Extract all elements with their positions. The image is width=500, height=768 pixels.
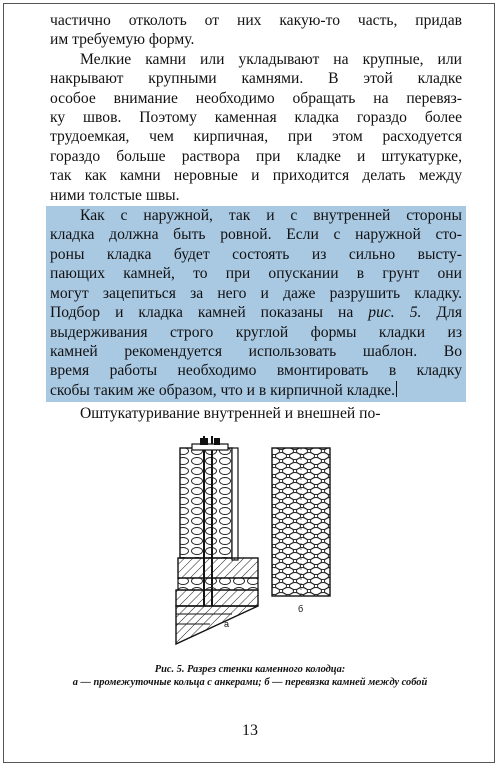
text-line: накрывают крупными камнями. В этой кладке [50,70,462,88]
figure-well-wall-section [162,436,342,656]
figure-b-label: б [298,604,304,614]
figure-caption [14,663,486,689]
text-line: им требуемую форму. [50,31,195,49]
text-line: гораздо больше раствора при кладке и штукатурке, [50,147,462,165]
text-line: частично отколоть от них какую-то часть, придав [50,12,462,29]
text-line: ними толстые швы. [50,186,180,204]
selected-paragraph[interactable] [50,206,462,400]
section-a-drawing [176,436,258,644]
text-segment: скобы таким же образом, что и в кирпичной кладке. [50,381,396,399]
text-line: Оштукатуривание внутренней и внешней по- [80,405,381,423]
text-line[interactable]: кладка должна быть ровной. Если с наружной сто- [50,226,462,244]
paragraph-plaster [50,404,462,423]
body-text [50,11,462,424]
text-line: особое внимание необходимо обращать на перевяз- [50,89,462,107]
text-line[interactable] [50,381,462,400]
text-line[interactable]: могут зацепиться за него и даже разрушить кладку. [50,284,462,302]
text-line: так как камни неровные и приходится делать между [50,167,462,185]
caption-title: Рис. 5. Разрез стенки каменного колодца: [154,664,346,675]
figure-a-label: а [224,619,230,629]
section-b-drawing [272,448,330,614]
text-cursor [396,381,397,397]
text-line: Мелкие камни или укладывают на крупные, или [80,50,462,68]
text-line[interactable]: Как с наружной, так и с внутренней стороны [80,207,462,225]
text-line[interactable]: камней рекомендуется использовать шаблон. Во [50,342,462,360]
text-line[interactable] [50,303,462,322]
text-line: ку швов. Поэтому каменная кладка гораздо более [50,109,462,127]
text-line[interactable]: выдерживания строго круглой формы кладки из [50,323,462,341]
figure-reference: рис. 5. [368,304,422,322]
figure-drawing [162,436,342,656]
text-segment: Подбор и кладка камней показаны на [50,304,369,322]
text-line[interactable]: пающих камней, то при опускании в грунт они [50,265,462,283]
paragraph-top [50,11,462,50]
caption-legend: а — промежуточные кольца с анкерами; б — перевязка камней между собой [72,677,428,688]
book-page [3,3,495,763]
page-number: 13 [242,722,258,739]
text-line[interactable]: роны кладка будет состоять из сильно высту- [50,245,462,263]
text-segment: Для [421,304,462,322]
text-line[interactable]: время работы необходимо вмонтировать в кладку [50,362,462,380]
text-line: трудоемкая, чем кирпичная, при этом расходуется [50,128,462,146]
paragraph-stones [50,50,462,205]
